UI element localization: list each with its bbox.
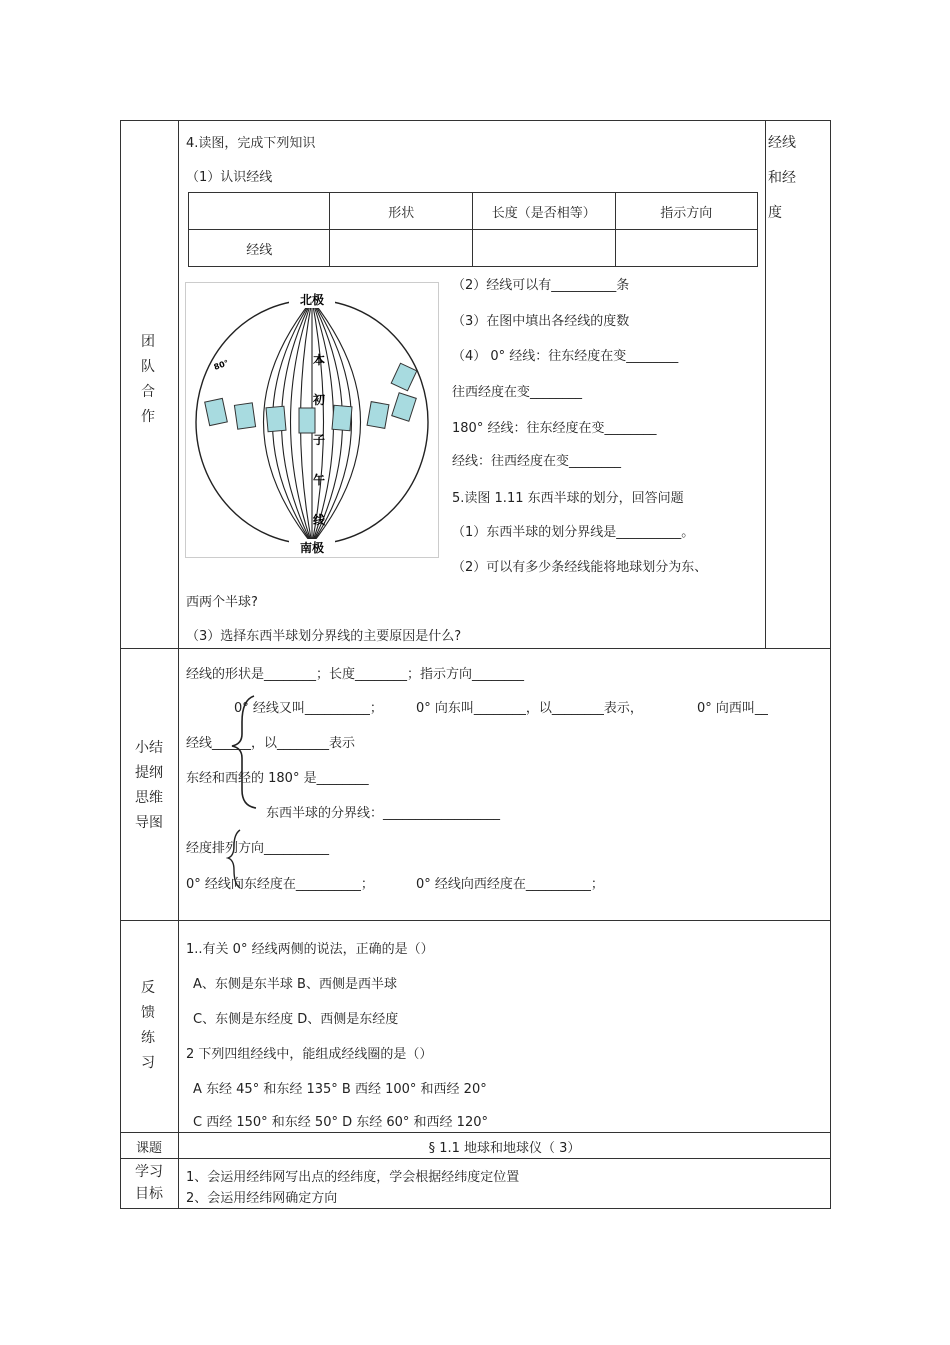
frame-bottom: [120, 1208, 831, 1209]
row-divider-1: [120, 648, 831, 649]
table-header-length: 长度（是否相等）: [472, 193, 615, 230]
summary-line7b: 0° 经线向西经度在__________；: [416, 877, 604, 892]
q5-1: （1）东西半球的划分界线是__________。: [452, 525, 695, 540]
degree-box[interactable]: [266, 406, 286, 431]
table-header-empty: [189, 193, 330, 230]
feedback-label: 反 馈 练 习: [141, 980, 155, 1071]
q4-4a: （4） 0° 经线：往东经度在变________: [452, 349, 679, 364]
summary-line6: 经度排列方向__________: [186, 841, 330, 856]
meridian-char: 线: [312, 513, 326, 527]
team-label: 团 队 合 作: [141, 334, 155, 425]
topic-label: 课题: [135, 1141, 162, 1156]
q4-sub1: （1）认识经线: [186, 170, 273, 185]
frame-top: [120, 120, 831, 121]
right-topic-label: 经线 和经 度: [768, 135, 796, 221]
q5-title: 5.读图 1.11 东西半球的划分，回答问题: [452, 491, 684, 506]
goals-label: 学习 目标: [135, 1164, 163, 1202]
summary-line2b: 0° 向东叫________，以________表示，: [416, 701, 643, 716]
feedback-q2-options-ab[interactable]: A 东经 45° 和东经 135° B 西经 100° 和西经 20°: [193, 1082, 487, 1097]
q4-title: 4.读图，完成下列知识: [186, 136, 316, 151]
table-cell-direction[interactable]: [615, 230, 757, 267]
frame-right: [830, 120, 831, 1209]
q4-4d: 经线：往西经度在变________: [452, 454, 622, 469]
summary-line1: 经线的形状是________；长度________；指示方向________: [186, 667, 525, 682]
degree-box[interactable]: [332, 405, 352, 430]
q4-2: （2）经线可以有__________条: [452, 278, 630, 293]
degree-box[interactable]: [299, 408, 315, 433]
summary-line2c: 0° 向西叫__: [697, 701, 768, 716]
q5-3: （3）选择东西半球划分界线的主要原因是什么?: [186, 629, 462, 644]
south-pole-label: 南极: [299, 541, 325, 555]
feedback-q2-options-cd[interactable]: C 西经 150° 和东经 50° D 东经 60° 和西经 120°: [193, 1115, 488, 1130]
summary-line2a: 0° 经线又叫__________；: [234, 701, 383, 716]
table-header-direction: 指示方向: [615, 193, 757, 230]
table-cell-length[interactable]: [472, 230, 615, 267]
north-pole-label: 北极: [299, 293, 325, 307]
q4-4b: 往西经度在变________: [452, 385, 583, 400]
feedback-q1: 1..有关 0° 经线两侧的说法，正确的是（）: [186, 942, 434, 957]
summary-line3: 经线______，以________表示: [186, 736, 356, 751]
label-column-divider: [178, 120, 179, 1209]
feedback-q2: 2 下列四组经线中，能组成经线圈的是（）: [186, 1047, 433, 1062]
q5-2b: 西两个半球?: [186, 595, 258, 610]
summary-braces: [226, 690, 266, 890]
right-column-divider: [765, 120, 766, 648]
meridian-char: 初: [312, 393, 326, 407]
summary-line7a: 0° 经线向东经度在__________；: [186, 877, 374, 892]
degree-80-label: 80°: [212, 358, 230, 372]
frame-left: [120, 120, 121, 1209]
q4-3: （3）在图中填出各经线的度数: [452, 314, 630, 329]
degree-box[interactable]: [367, 402, 389, 429]
summary-label: 小结 提纲 思维 导图: [135, 740, 163, 831]
row-divider-2: [120, 920, 831, 921]
summary-line5: 东西半球的分界线：__________________: [266, 806, 501, 821]
table-row-label: 经线: [189, 230, 330, 267]
row-divider-3: [120, 1132, 831, 1133]
feedback-q1-options-ab[interactable]: A、东侧是东半球 B、西侧是西半球: [193, 977, 397, 992]
meridian-char: 本: [312, 353, 326, 367]
meridian-char: 子: [312, 433, 326, 447]
degree-box[interactable]: [234, 403, 255, 429]
row-divider-4: [120, 1158, 831, 1159]
q5-2a: （2）可以有多少条经线能将地球划分为东、: [452, 560, 708, 575]
summary-line4: 东经和西经的 180° 是________: [186, 771, 369, 786]
goal-item-2: 2、会运用经纬网确定方向: [186, 1191, 338, 1206]
meridian-table: [188, 192, 758, 267]
goal-item-1: 1、会运用经纬网写出点的经纬度，学会根据经纬度定位置: [186, 1170, 520, 1185]
table-header-shape: 形状: [330, 193, 472, 230]
feedback-q1-options-cd[interactable]: C、东侧是东经度 D、西侧是东经度: [193, 1012, 399, 1027]
table-cell-shape[interactable]: [330, 230, 472, 267]
meridian-char: 午: [312, 473, 326, 487]
globe-diagram: [185, 282, 439, 558]
q4-4c: 180° 经线：往东经度在变________: [452, 421, 657, 436]
topic-value: § 1.1 地球和地球仪（ 3）: [428, 1141, 581, 1156]
